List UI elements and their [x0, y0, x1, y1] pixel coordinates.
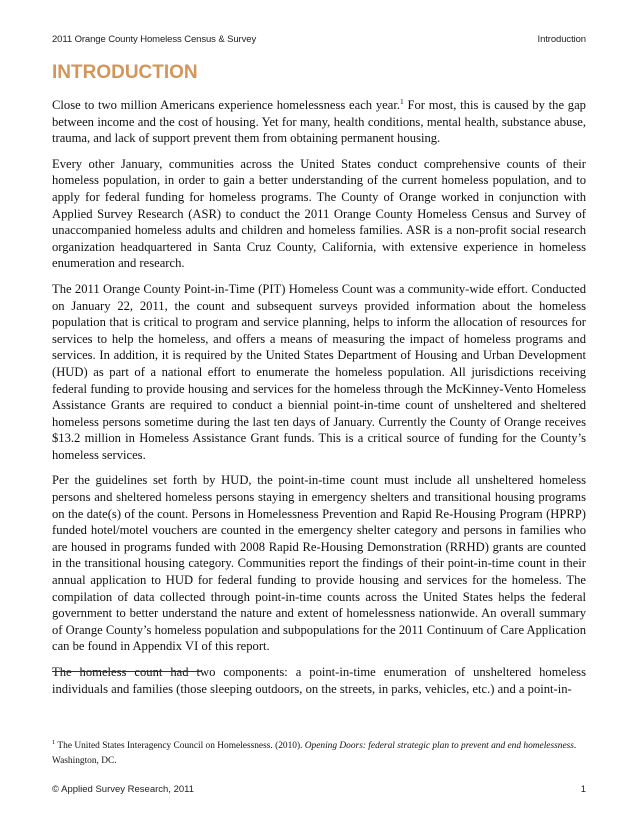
header-section-name: Introduction [537, 34, 586, 45]
paragraph-4: Per the guidelines set forth by HUD, the point-in-time count must include all unsheltered homeless persons and sheltered homeless persons staying in emergency shelters and transitional housing programs on the date(s) of the count. Persons in Homelessness Prevention and Rapid Re-Housing Program (HPRP) funded hotel/motel vouchers are counted in the emergency shelter category and persons in families who are housed in programs funded with 2008 Rapid Re-Housing Demonstration (RRHD) grants are counted in the transitional housing category. Communities report the findings of their point-in-time count in their annual application to HUD for federal funding to provide housing and services for the homeless. The compilation of data collected through point-in-time counts across the United States helps the federal government to better understand the nature and extent of homelessness nationwide. An overall summary of Orange County’s homeless population and subpopulations for the 2011 Continuum of Care Application can be found in Appendix VI of this report. [52, 473, 586, 654]
body-text [52, 97, 586, 697]
footer-copyright: © Applied Survey Research, 2011 [52, 784, 195, 795]
paragraph-1 [52, 97, 586, 147]
footnote-title: Opening Doors: federal strategic plan to prevent and end homelessness [304, 741, 574, 751]
running-footer [52, 784, 586, 795]
section-title: INTRODUCTION [52, 62, 198, 83]
paragraph-3: The 2011 Orange County Point-in-Time (PIT) Homeless Count was a community-wide effort. Conducted on January 22, 2011, the count and subsequent surveys provided information about the homeless population that is critical to program and service planning, helps to inform the allocation of resources for services to help the homeless, and offers a means of measuring the impact of homeless programs and services. In addition, it is required by the United States Department of Housing and Urban Development (HUD) as part of a national effort to enumerate the homeless population. All jurisdictions receiving federal funding to provide housing and services for the homeless through the McKinney-Vento Homeless Assistance Grants are required to conduct a biennial point-in-time count of unsheltered and sheltered homeless persons sometime during the last ten days of January. Currently the County of Orange receives $13.2 million in Homeless Assistance Grant funds. This is a critical source of funding for the County’s homeless services. [52, 281, 586, 462]
paragraph-1-after: For most, this is caused by the gap between income and the cost of housing. Yet for many, health conditions, mental health, substance abuse, trauma, and lack of support prevent them from obtaining permanent housing. [52, 98, 586, 146]
footnote-reference[interactable]: 1 [399, 96, 404, 106]
paragraph-5: The homeless count had two components: a point-in-time enumeration of unsheltered homeless individuals and families (those sleeping outdoors, on the streets, in parks, vehicles, etc.) and a point-in- [52, 665, 586, 696]
footnote [52, 739, 586, 768]
running-header [52, 34, 586, 45]
footnote-text-before: The United States Interagency Council on Homelessness. (2010). [55, 741, 305, 751]
paragraph-2: Every other January, communities across the United States conduct comprehensive counts of their homeless population, in order to gain a better understanding of the current homeless population, and to apply for federal funding for homeless programs. The County of Orange worked in conjunction with Applied Survey Research (ASR) to conduct the 2011 Orange County Homeless Census and Survey of unaccompanied homeless adults and children and homeless families. ASR is a non-profit social research organization headquartered in Santa Cruz County, California, with extensive experience in homeless enumeration and research. [52, 156, 586, 271]
footnote-text-after: . Washington, DC. [52, 741, 577, 766]
page-number: 1 [580, 784, 586, 795]
footnote-number: 1 [52, 738, 56, 746]
header-document-title: 2011 Orange County Homeless Census & Survey [52, 34, 257, 45]
paragraph-1-before: Close to two million Americans experience homelessness each year. [52, 98, 400, 112]
footnote-divider [52, 671, 202, 672]
